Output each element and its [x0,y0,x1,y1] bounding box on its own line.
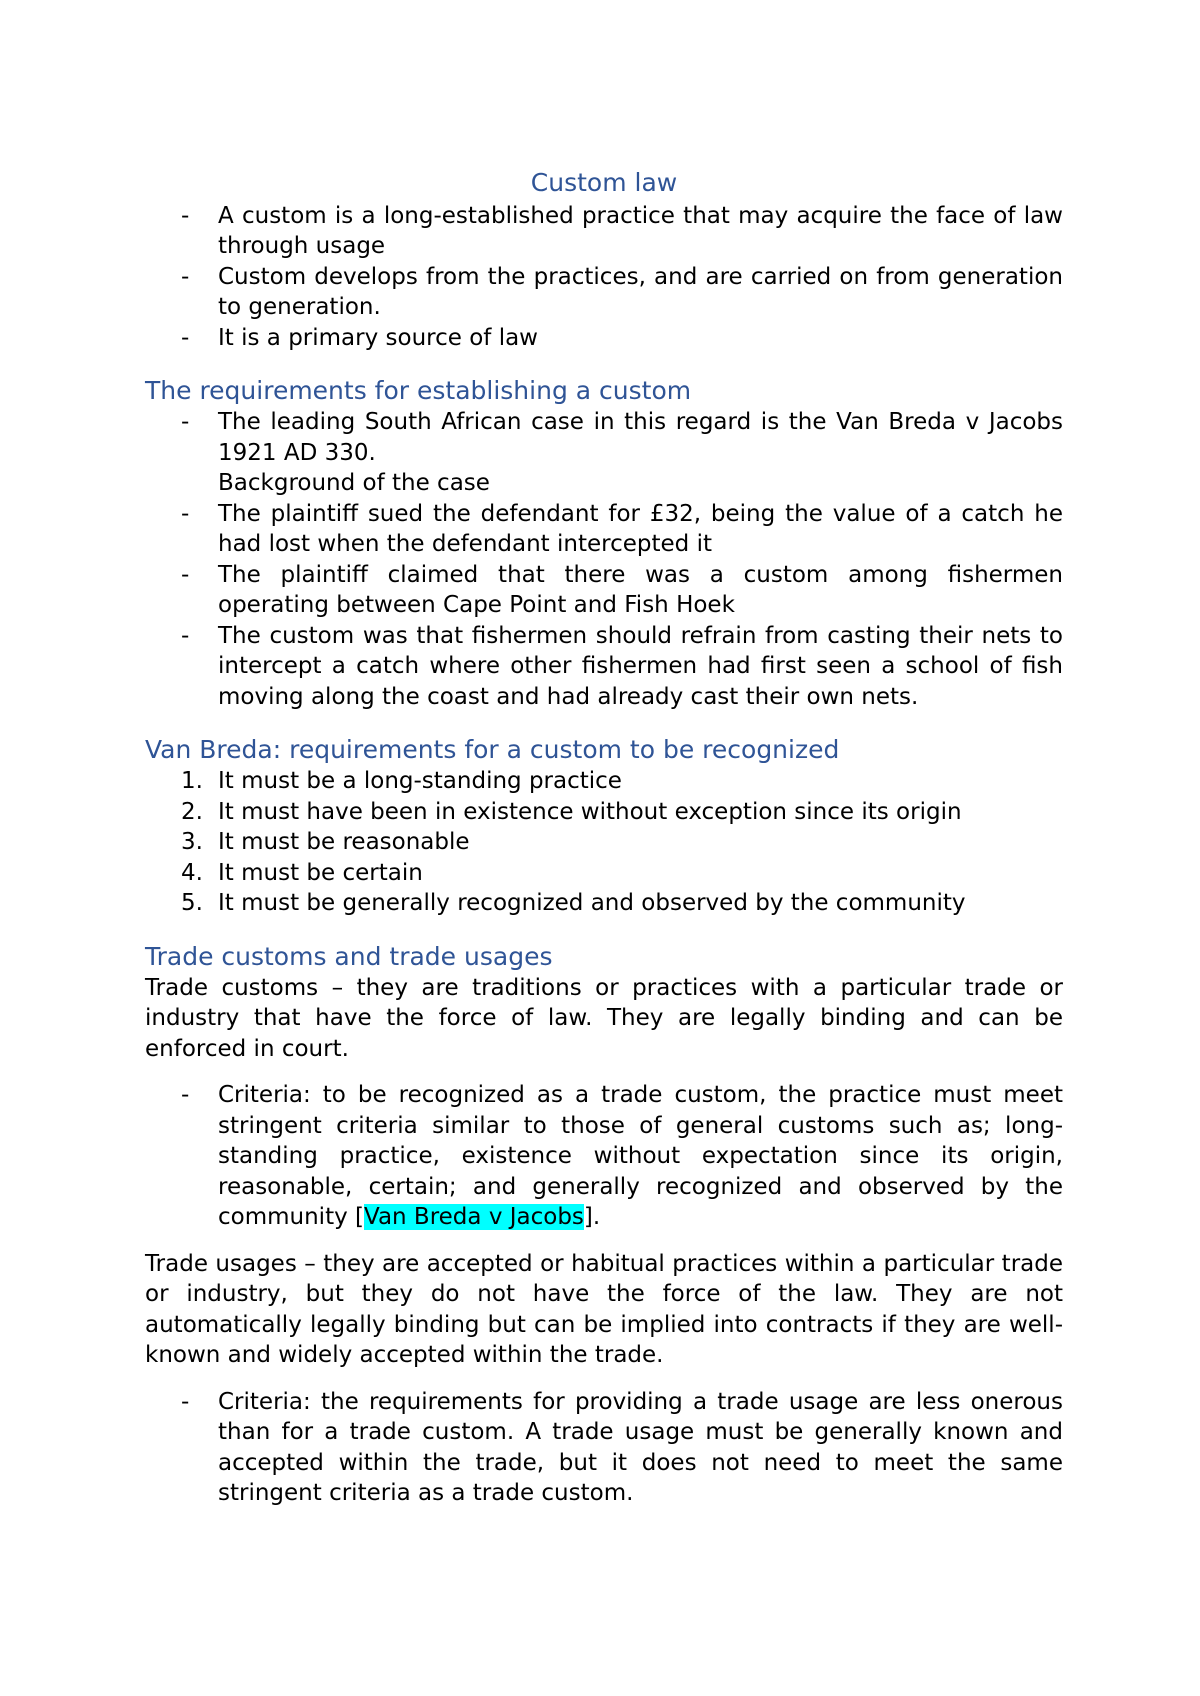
case-bullet-list [145,499,1063,713]
list-item: - A custom is a long-established practice that may acquire the face of law through usage [181,202,1063,259]
list-item: 2. It must have been in existence without exception since its origin [181,798,962,825]
list-item: - Custom develops from the practices, and are carried on from generation to generation. [181,263,1063,320]
bullet-marker: - [181,263,190,290]
section-heading-trade: Trade customs and trade usages [145,941,553,971]
trade-usage-criteria-list [145,1387,1063,1509]
list-item: - The leading South African case in this regard is the Van Breda v Jacobs 1921 AD 330. [181,409,1063,466]
list-item: - The plaintiff claimed that there was a custom among fishermen operating between Cape Point and Fish Hoek [181,561,1063,618]
list-item: 5. It must be generally recognized and observed by the community [181,890,966,916]
bullet-marker: - [181,561,190,588]
section-heading-van-breda: Van Breda: requirements for a custom to be recognized [145,735,840,764]
list-item: 4. It must be certain [181,859,423,886]
bullet-marker: - [181,202,190,229]
trade-usages-paragraph: Trade usages – they are accepted or habitual practices within a particular trade or industry, but they do not have the force of the law. They are not automatically legally binding but can be implied into contracts if they are well-known and widely accepted within the trade. [145,1250,1063,1368]
list-item: - It is a primary source of law [145,323,1063,354]
van-breda-numbered-list [145,766,1063,919]
trade-customs-paragraph: Trade customs – they are traditions or practices with a particular trade or industry that have the force of law. They are legally binding and can be enforced in court. [145,974,1063,1062]
intro-bullet-list [145,201,1063,354]
page-title: Custom law [530,168,678,197]
list-item: - The plaintiff sued the defendant for £32, being the value of a catch he had lost when the defendant intercepted it [181,500,1063,557]
bullet-marker: - [181,409,190,435]
list-item: 1. It must be a long-standing practice [181,768,622,794]
list-item: - Criteria: the requirements for providing a trade usage are less onerous than for a trade custom. A trade usage must be generally known and accepted within the trade, but it does not need to meet the same stringent criteria as a trade custom. [181,1388,1063,1506]
list-item: - Criteria: to be recognized as a trade custom, the practice must meet stringent criteria similar to those of general customs such as; long-standing practice, existence without expectation since its origin, reasonable, certain; and generally recognized and observed by the community [Van Breda v Jacobs]. [181,1082,1063,1230]
bullet-marker: - [181,622,190,649]
trade-custom-criteria-list [145,1080,1063,1233]
list-item: - The custom was that fishermen should refrain from casting their nets to intercept a catch where other fishermen had first seen a school of fish moving along the coast and had already cast their own nets. [181,622,1063,710]
section-heading-requirements: The requirements for establishing a custom [145,376,692,405]
bullet-marker: - [181,324,190,351]
bullet-marker: - [181,500,190,527]
background-label: Background of the case [218,470,490,496]
list-item: 3. It must be reasonable [181,829,470,855]
bullet-marker: - [181,1082,190,1108]
document-page [145,168,1063,1509]
highlighted-case-reference: Van Breda v Jacobs [364,1204,584,1230]
requirements-bullet-list [145,407,1063,468]
bullet-marker: - [181,1388,190,1415]
